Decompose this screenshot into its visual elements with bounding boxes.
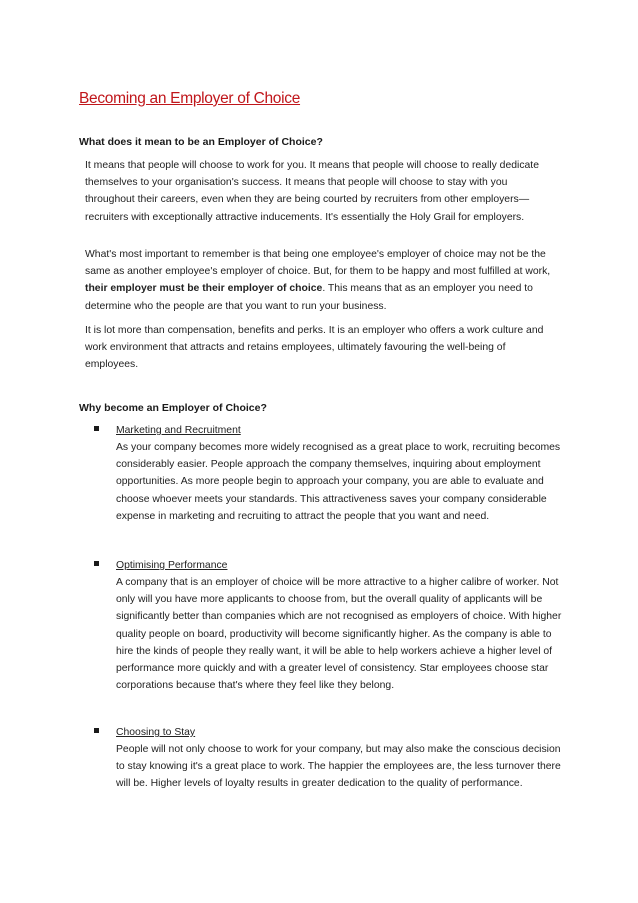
paragraph-important-start: What's most important to remember is that being one employee's employer of choice may not be the same as another employee's employer of choice. But, for them to be happy and most fulfilled at work, (85, 249, 551, 278)
paragraph-compensation: It is lot more than compensation, benefits and perks. It is an employer who offers a work culture and work environment that attracts and retains employees, ultimately favouring the well-being of employees. (85, 325, 544, 371)
list-item-body: People will not only choose to work for your company, but may also make the conscious decision to stay knowing it's a great place to work. The happier the employees are, the less turnover there will be. Higher levels of loyalty results in greater dedication to the quality of performance. (116, 744, 561, 790)
list-item-title: Optimising Performance (116, 560, 228, 571)
paragraph-important-end: . This means that as an employer you need to determine who the people are that you want to run your business. (85, 283, 533, 312)
list-item-body: A company that is an employer of choice will be more attractive to a higher calibre of worker. Not only will you have more applicants to choose from, but the overall quality of applicants will be significantly better than companies which are not recognised as employers of choice. With higher quality people on board, productivity will become significantly higher. As the company is able to hire the kinds of people they really want, it will be able to help workers achieve a higher level of performance more quickly and with a greater level of consistency. Star employees choose star corporations because that's where they feel like they belong. (116, 577, 562, 692)
section-heading-why: Why become an Employer of Choice? (79, 402, 267, 414)
paragraph-meaning: It means that people will choose to work for you. It means that people will choose to really dedicate themselves to your organisation's success. It means that people will choose to stay with you throughout their careers, even when they are being courted by recruiters from other employers—recruiters with exceptionally attractive inducements. It's essentially the Holy Grail for employers. (85, 160, 539, 223)
list-item-title: Marketing and Recruitment (116, 425, 241, 436)
square-bullet-icon (94, 426, 99, 431)
paragraph-important-bold: their employer must be their employer of choice (85, 283, 323, 295)
square-bullet-icon (94, 728, 99, 733)
section-heading-what: What does it mean to be an Employer of Choice? (79, 136, 323, 148)
list-item-body: As your company becomes more widely recognised as a great place to work, recruiting becomes considerably easier. People approach the company themselves, inquiring about employment opportunities. As more people begin to approach your company, you are able to evaluate and choose whoever meets your standards. This attractiveness saves your company considerable expense in marketing and recruiting to attract the people that you want and need. (116, 442, 561, 522)
paragraph-important (85, 246, 555, 315)
list-item-title: Choosing to Stay (116, 727, 196, 738)
square-bullet-icon (94, 561, 99, 566)
document-title: Becoming an Employer of Choice (79, 90, 301, 107)
